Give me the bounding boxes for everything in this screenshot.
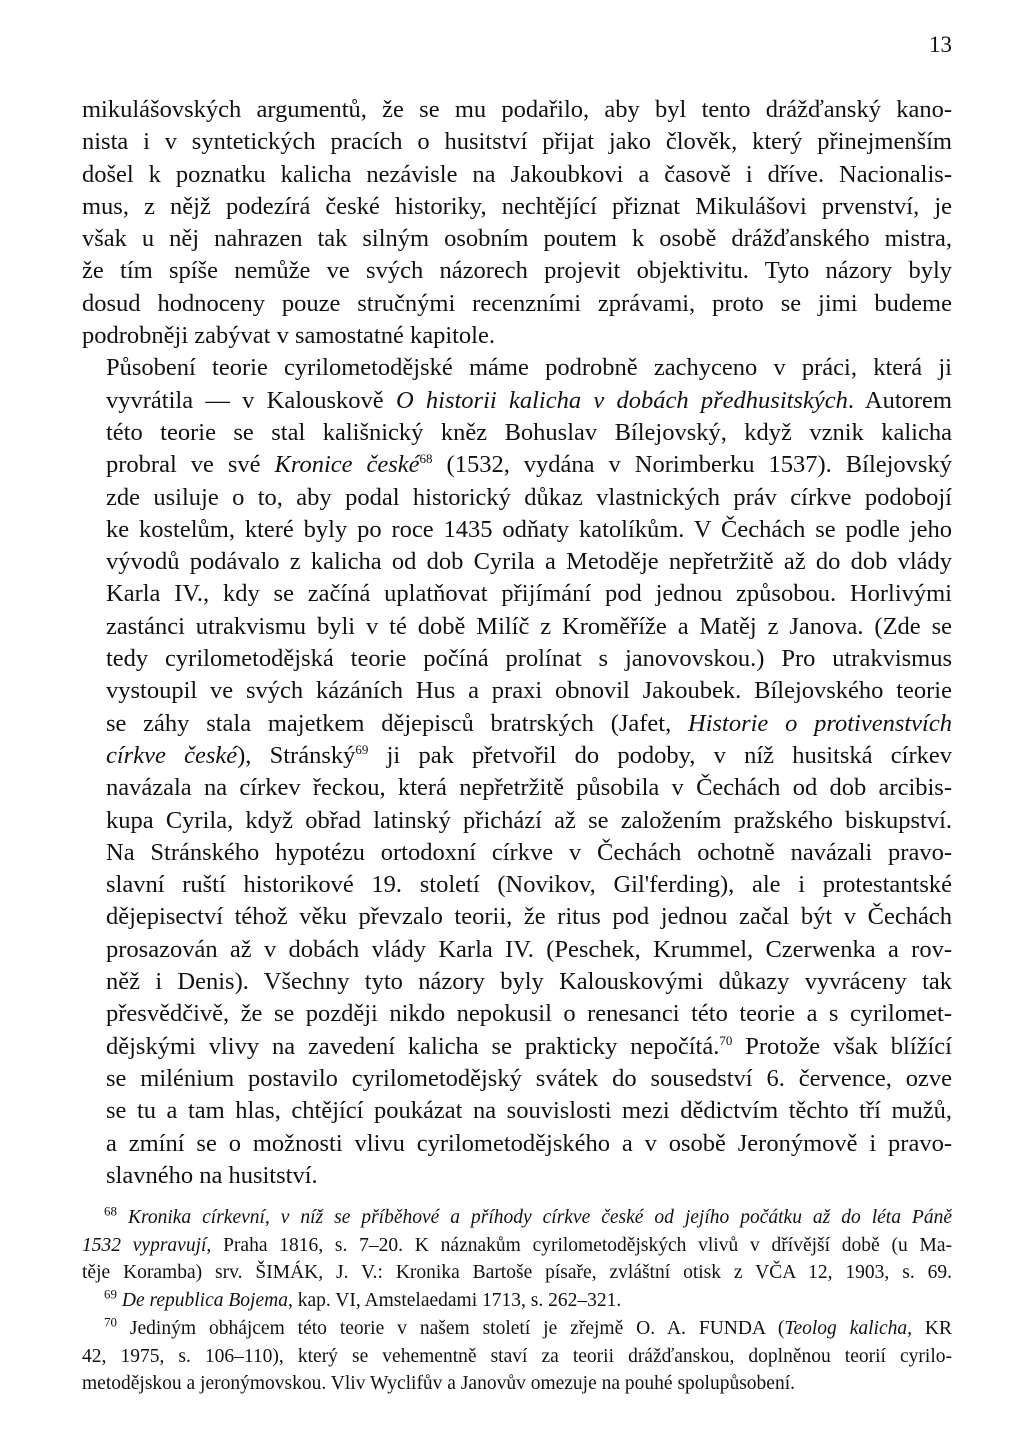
text-span: ), Stránský [237, 741, 356, 769]
text-span: (1532, vydána v Norimberku 1537). Bílejovský [432, 451, 952, 479]
text-line [82, 1031, 952, 1063]
text-line [82, 385, 952, 417]
footnote-title: Teolog kalicha [784, 1317, 908, 1339]
footnote-line [82, 1315, 952, 1343]
text-span: , kap. VI, Amstelaedami 1713, s. 262–321. [287, 1290, 622, 1312]
text-line: tedy cyrilometodějská teorie počíná prolínat s janovovskou.) Pro utrakvismus [106, 645, 952, 673]
footnote-line [82, 1287, 952, 1315]
footnote-line: metodějskou a jeronýmovskou. Vliv Wyclifův a Janovův omezuje na pouhé spolupůsobení. [82, 1373, 795, 1395]
body-text [82, 94, 952, 1192]
text-line: zde usiluje o to, aby podal historický důkaz vlastnických práv církve podobojí [106, 483, 952, 511]
text-line [82, 449, 952, 481]
footnote-68 [82, 1204, 952, 1287]
text-line: vývodů podávalo z kalicha od dob Cyrila a Metoděje nepřetržitě až do dob vlády [106, 548, 952, 576]
footnotes [82, 1204, 952, 1398]
text-line: však u něj nahrazen tak silným osobním poutem k osobě drážďanského mistra, [82, 225, 952, 253]
text-line: došel k poznatku kalicha nezávisle na Jakoubkovi a časově i dříve. Nacionalis- [82, 160, 952, 188]
text-line: Karla IV., kdy se začíná uplatňovat přijímání pod jednou způsobou. Horlivými [106, 580, 952, 608]
footnote-line: těje Koramba) srv. ŠIMÁK, J. V.: Kronika Bartoše písaře, zvláštní otisk z VČA 12, 1903, s. 69. [82, 1262, 952, 1284]
text-span: se záhy stala majetkem dějepisců bratrských (Jafet, [106, 709, 688, 737]
text-span: Jediným obhájcem této teorie v našem století je zřejmě O. A. FUNDA ( [117, 1317, 785, 1339]
text-line: zastánci utrakvismu byli v té době Milíč z Kroměříže a Matěj z Janova. (Zde se [106, 612, 952, 640]
text-line: slavného na husitství. [106, 1161, 318, 1189]
text-span: probral ve své [106, 451, 275, 479]
footnote-mark: 70 [104, 1314, 117, 1330]
text-span: dějskými vlivy na zavedení kalicha se prakticky nepočítá. [106, 1032, 720, 1060]
text-span: , Praha 1816, s. 7–20. K náznakům cyrilometodějských vlivů v dřívější době (u Ma- [206, 1234, 952, 1256]
text-line: slavní ruští historikové 19. století (Novikov, Gil'ferding), ale i protestantské [106, 871, 952, 899]
text-line: mikulášovských argumentů, že se mu podařilo, aby byl tento drážďanský kano- [82, 96, 952, 123]
footnote-line [82, 1204, 952, 1232]
paragraph-1 [82, 94, 952, 352]
footnote-line: 42, 1975, s. 106–110), který se vehementně staví za teorii drážďanskou, doplněnou teorií cyrilo- [82, 1345, 952, 1367]
text-span: Protože však blížící [732, 1032, 952, 1060]
text-line: dosud hodnoceny pouze stručnými recenzními zprávami, proto se jimi budeme [82, 289, 952, 317]
text-span: ji pak přetvořil do podoby, v níž husitská církev [368, 741, 952, 769]
page-number: 13 [929, 32, 952, 57]
book-title: Historie o protivenstvích [688, 709, 952, 737]
text-line: se tu a tam hlas, chtějící poukázat na souvislosti mezi dědictvím těchto tří mužů, [106, 1097, 952, 1125]
text-line: nista i v syntetických pracích o husitství přijat jako člověk, který přinejmenším [82, 128, 952, 156]
text-line [82, 708, 952, 740]
text-line: kupa Cyrila, když obřad latinský přichází až se založením pražského biskupství. [106, 806, 952, 834]
footnote-69 [82, 1287, 952, 1315]
footnote-mark: 69 [104, 1286, 117, 1302]
footnote-70 [82, 1315, 952, 1398]
footnote-line [82, 1232, 952, 1260]
text-line: něž i Denis). Všechny tyto názory byly Kalouskovými důkazy vyvráceny tak [106, 968, 952, 996]
text-span: vyvrátila — v Kalouskově [106, 386, 396, 414]
text-line: přesvědčivě, že se později nikdo nepokusil o renesanci této teorie a s cyrilomet- [106, 1000, 952, 1028]
text-line: Působení teorie cyrilometodějské máme podrobně zachyceno v práci, která ji [106, 354, 952, 382]
footnote-title: Kronika církevní, v níž se příběhové a příhody církve české od jejího počátku až do léta Páně [127, 1207, 952, 1228]
text-line: Na Stránského hypotézu ortodoxní církve v Čechách ochotně navázali pravo- [106, 838, 952, 866]
text-line: mus, z nějž podezírá české historiky, nechtějící přiznat Mikulášovi prvenství, je [82, 192, 952, 220]
footnote-mark: 68 [104, 1203, 117, 1219]
text-span: . Autorem [847, 386, 952, 414]
paragraph-2 [82, 352, 952, 1192]
footnote-title: 1532 vypravují [82, 1234, 207, 1256]
book-title: O historii kalicha v dobách předhusitských [395, 386, 848, 414]
text-line: navázala na církev řeckou, která nepřetržitě působila v Čechách od dob arcibis- [106, 774, 952, 802]
text-line [82, 740, 952, 772]
book-title: církve české [106, 741, 238, 769]
footnote-ref-70[interactable]: 70 [719, 1032, 733, 1048]
text-line: vystoupil ve svých kázáních Hus a praxi obnovil Jakoubek. Bílejovského teorie [106, 677, 952, 705]
text-line: a zmíní se o možnosti vlivu cyrilometodějského a v osobě Jeronýmově i pravo- [106, 1129, 952, 1157]
text-line: této teorie se stal kališnický kněz Bohuslav Bílejovský, když vznik kalicha [106, 418, 952, 446]
text-line: ke kostelům, které byly po roce 1435 odňaty katolíkům. V Čechách se podle jeho [106, 515, 952, 543]
footnote-ref-68[interactable]: 68 [419, 451, 433, 467]
text-line: se milénium postavilo cyrilometodějský svátek do sousedství 6. července, ozve [106, 1064, 952, 1092]
text-line: dějepisectví téhož věku převzalo teorii, že ritus pod jednou začal být v Čechách [106, 903, 952, 931]
text-line: prosazován až v dobách vlády Karla IV. (Peschek, Krummel, Czerwenka a rov- [106, 935, 952, 963]
text-line: podrobněji zabývat v samostatné kapitole. [82, 322, 495, 350]
book-title: Kronice české [274, 451, 420, 479]
footnote-ref-69[interactable]: 69 [355, 741, 369, 757]
text-span: , KR [907, 1317, 953, 1339]
text-line: že tím spíše nemůže ve svých názorech projevit objektivitu. Tyto názory byly [82, 257, 952, 285]
footnote-title: De republica Bojema [121, 1290, 288, 1312]
